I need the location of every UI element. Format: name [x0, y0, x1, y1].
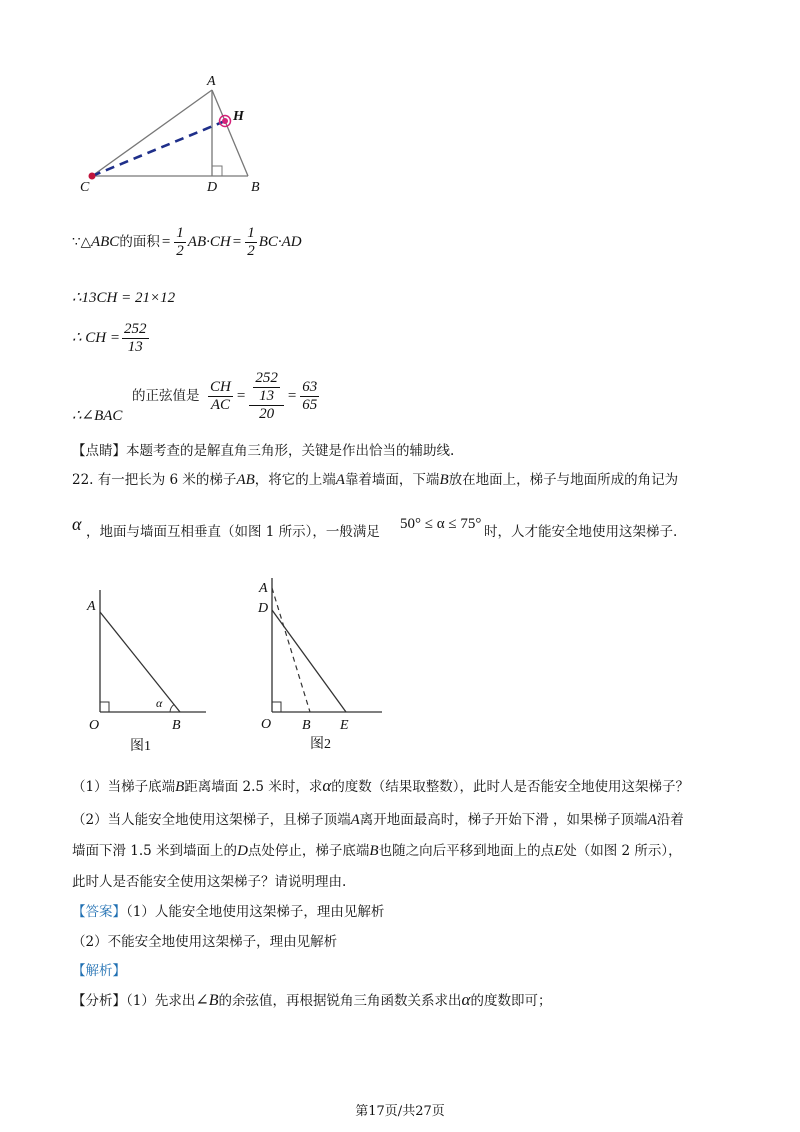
answer-1: （1）人能安全地使用这架梯子，理由见解析	[126, 904, 385, 920]
fig2-label-b: B	[302, 718, 311, 733]
part2-var-b: B	[369, 843, 379, 859]
sine-text: 的正弦值是	[132, 388, 200, 404]
step-area-equation	[72, 222, 302, 262]
part-2-line3: 此时人是否能安全使用这架梯子？请说明理由.	[72, 874, 347, 890]
equals-3: =	[236, 388, 246, 404]
fig2-label-e: E	[340, 718, 349, 733]
part1-alpha: α	[322, 776, 332, 795]
fenxi-angle: ∠B	[195, 992, 219, 1009]
fig1-label-alpha: α	[156, 696, 163, 710]
part2-var-d: D	[237, 843, 248, 859]
q22-text-c: 靠着墙面，下端	[344, 472, 440, 488]
fig1-label-b: B	[172, 718, 181, 733]
part-2-line1	[72, 810, 684, 830]
fig2-label-o: O	[261, 717, 272, 732]
compound-fraction	[249, 370, 284, 423]
part1-text-b: 距离墙面 2.5 米时，求	[184, 779, 323, 795]
part1-var-b: B	[175, 779, 185, 795]
label-h: H	[233, 109, 244, 124]
answer-tag: 【答案】	[72, 904, 126, 920]
fenxi-text-c: 的度数即可；	[470, 993, 552, 1009]
half-num-2: 1	[247, 225, 255, 241]
fig1-label-o: O	[89, 718, 100, 733]
fig2-label-a: A	[259, 581, 268, 596]
half-fraction	[174, 225, 186, 260]
q22-var-ab: AB	[236, 472, 255, 488]
fenxi-tag: 【分析】	[72, 993, 126, 1009]
ch-ac-den: AC	[210, 396, 230, 413]
q22-text-d: 放在地面上，梯子与地面所成的角记为	[448, 472, 679, 488]
ch-ac-num: CH	[210, 378, 231, 395]
half-den-2: 2	[247, 243, 255, 259]
part2-text-1c: 沿着	[656, 812, 684, 828]
answer-line1	[72, 902, 384, 922]
ch-num: 252	[124, 321, 147, 337]
fig1-label-a: A	[87, 599, 96, 614]
q22-var-b: B	[439, 472, 449, 488]
q22-text-a: 22. 有一把长为 6 米的梯子	[72, 472, 237, 488]
part2-var-a2: A	[647, 812, 657, 828]
q22-range: 50° ≤ α ≤ 75°	[400, 516, 482, 532]
compound-den: 20	[259, 405, 275, 422]
part-2-line2	[72, 841, 682, 861]
analysis-tag: 【解析】	[72, 963, 126, 979]
label-a: A	[207, 74, 216, 89]
fenxi-alpha: α	[461, 990, 471, 1009]
comment-tag: 【点睛】	[72, 443, 126, 459]
inner-fraction	[251, 370, 282, 405]
area-text: 的面积	[119, 234, 160, 250]
compound-num	[249, 370, 284, 406]
half-num: 1	[176, 225, 184, 241]
fenxi-text-a: （1）先求出	[126, 993, 196, 1009]
step-ch-value	[72, 318, 151, 358]
comment-line	[72, 441, 454, 461]
ch-fraction	[122, 321, 149, 356]
ab-ch-term: AB·CH	[187, 234, 231, 250]
q22-text-b: ，将它的上端	[254, 472, 336, 488]
figure-1	[78, 590, 218, 760]
because-triangle: ∵△	[72, 234, 91, 250]
fig2-label-d: D	[258, 601, 269, 616]
inner-num: 252	[255, 369, 278, 386]
question-22-line1	[72, 470, 678, 490]
half-den: 2	[176, 243, 184, 259]
sine-fractions	[206, 366, 321, 426]
part2-var-a: A	[350, 812, 360, 828]
ch-lhs: ∴ CH =	[72, 330, 121, 346]
bc-ad-term: BC·AD	[258, 234, 302, 250]
label-c: C	[80, 180, 90, 195]
part1-text-c: 的度数（结果取整数），此时人是否能安全地使用这架梯子？	[331, 779, 690, 795]
equals-2: =	[232, 234, 242, 250]
figure-2	[252, 578, 392, 760]
ch-ac-fraction	[208, 379, 233, 414]
part2-text-1a: （2）当人能安全地使用这架梯子，且梯子顶端	[72, 812, 351, 828]
q22-text-line2a: ，地面与墙面互相垂直（如图 1 所示），一般满足	[86, 524, 380, 540]
fig2-caption: 图2	[310, 737, 331, 752]
angle-bac: ∴∠BAC	[72, 408, 123, 424]
comment-text: 本题考查的是解直角三角形，关键是作出恰当的辅助线.	[126, 443, 455, 459]
part1-text-a: （1）当梯子底端	[72, 779, 176, 795]
triangle-figure	[70, 70, 290, 200]
half-fraction-2	[245, 225, 257, 260]
step-ch-equation: ∴13CH = 21×12	[72, 290, 176, 306]
part-1-question	[72, 776, 689, 797]
answer-line2: （2）不能安全地使用这架梯子，理由见解析	[72, 934, 338, 950]
fenxi-line	[72, 990, 551, 1011]
label-b: B	[251, 180, 260, 195]
abc-var: ABC	[90, 234, 120, 250]
result-fraction	[300, 379, 319, 414]
part2-text-2d: 处（如图 2 所示），	[563, 843, 682, 859]
q22-alpha: α	[72, 514, 82, 534]
ch-den: 13	[127, 339, 143, 355]
inner-den: 13	[259, 387, 275, 404]
result-den: 65	[302, 396, 318, 413]
equals: =	[161, 234, 171, 250]
equals-4: =	[287, 388, 297, 404]
page-number: 第17页/共27页	[355, 1104, 445, 1119]
part2-text-1b: 离开地面最高时，梯子开始下滑 ，如果梯子顶端	[359, 812, 648, 828]
part2-text-2a: 墙面下滑 1.5 米到墙面上的	[72, 843, 238, 859]
part2-var-e: E	[554, 843, 564, 859]
part2-text-2b: 点处停止，梯子底端	[247, 843, 370, 859]
fenxi-text-b: 的余弦值，再根据锐角三角函数关系求出	[218, 993, 462, 1009]
q22-var-a: A	[335, 472, 345, 488]
label-d: D	[207, 180, 218, 195]
part2-text-2c: 也随之向后平移到地面上的点	[378, 843, 555, 859]
result-num: 63	[302, 378, 318, 395]
fig1-caption: 图1	[130, 739, 151, 754]
q22-text-line2b: 时，人才能安全地使用这架梯子.	[484, 524, 678, 540]
